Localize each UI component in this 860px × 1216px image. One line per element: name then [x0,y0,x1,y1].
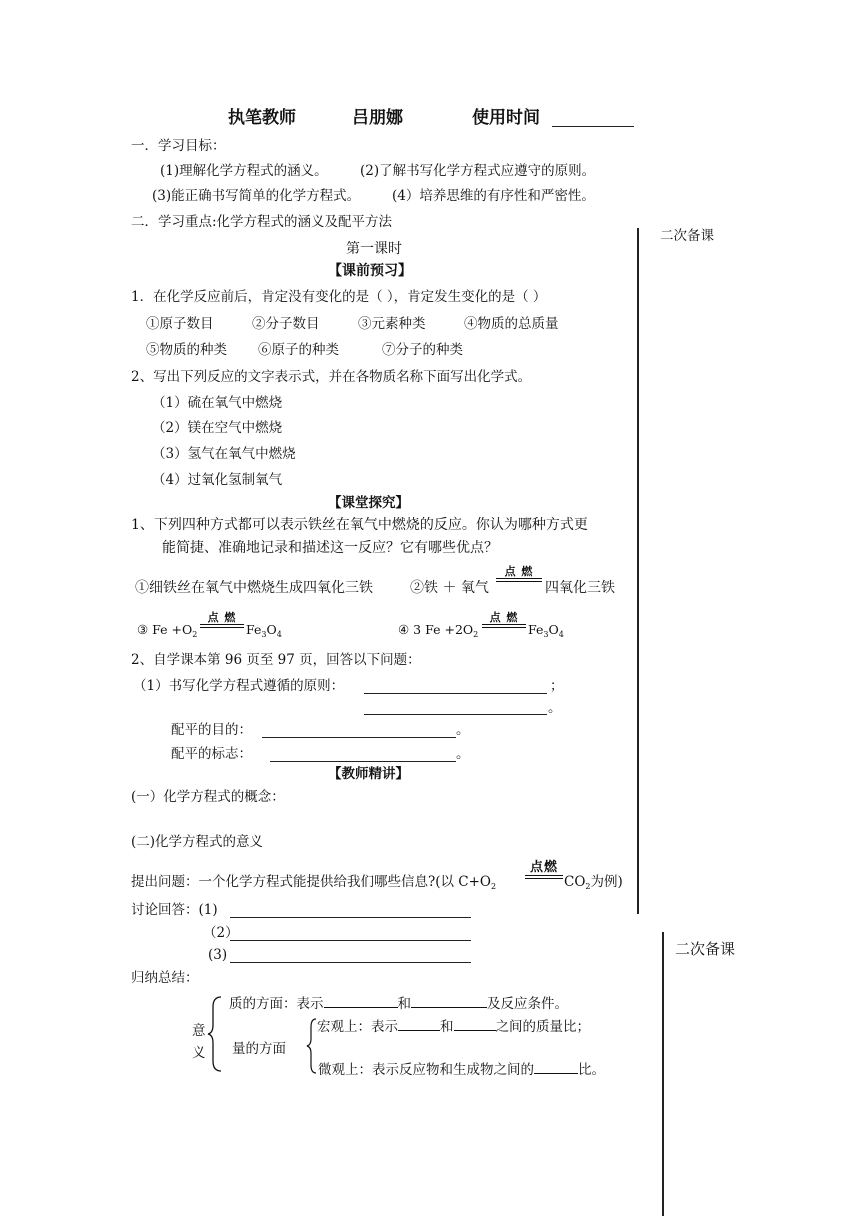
reaction-condition-3: 点 燃 [482,612,526,628]
option-2: ②分子数目 [252,316,320,332]
usage-label: 使用时间 [472,108,540,128]
summary-label: 归纳总结： [131,970,199,986]
period-1: 。 [548,700,562,716]
preview-item-4: （4）过氧化氢制氧气 [152,472,283,488]
teacher-heading: 【教师精讲】 [328,766,409,782]
answer-blank-principle-2 [364,714,547,715]
goal-4: (4）培养思维的有序性和严密性。 [392,188,595,204]
meaning-char-1: 意 [192,1023,206,1039]
ask-question-end: $CO_2$为例) [564,874,623,891]
ask-question: 提出问题：一个化学方程式能提供给我们哪些信息?(以 $C+O_2$ [131,874,497,891]
preview-heading: 【课前预习】 [328,263,412,279]
quality-line: 质的方面：表示 和 及反应条件。 [229,996,568,1012]
semicolon: ； [550,678,564,694]
goal-2: (2)了解书写化学方程式应遵守的原则。 [360,163,596,179]
option-3: ③元素种类 [358,316,426,332]
meaning-char-2: 义 [192,1045,206,1061]
method-2-right: 四氧化三铁 [545,580,615,596]
preview-item-1: （1）硫在氧气中燃烧 [152,395,283,411]
brace-meaning [207,995,223,1073]
goal-1: (1)理解化学方程式的涵义。 [160,163,328,179]
method-3-left: ③ $Fe +O_2$ [137,622,198,639]
method-4-left: ④ 3 $Fe +2O_2$ [398,622,479,639]
teacher-p1: (一）化学方程式的概念： [131,789,285,805]
preview-q1: 1．在化学反应前后，肯定没有变化的是（ ），肯定发生变化的是（ ） [131,289,547,305]
usage-blank [552,126,634,127]
balance-purpose: 配平的目的： [171,722,252,738]
margin-rule-2 [662,932,664,1216]
author-label: 执笔教师 [228,108,296,128]
discuss-blank-1 [230,917,471,918]
reaction-condition-1: 点 燃 [496,566,542,582]
option-6: ⑥原子的种类 [258,342,339,358]
teacher-p2: (二)化学方程式的意义 [131,834,264,850]
micro-line: 微观上：表示反应物和生成物之间的 比。 [318,1062,605,1078]
period-3: 。 [456,746,470,762]
margin-rule-1 [637,228,639,914]
reaction-condition-4: 点燃 [525,861,563,879]
option-5: ⑤物质的种类 [146,342,227,358]
macro-line: 宏观上：表示 和 之间的质量比； [317,1019,590,1035]
answer-blank-purpose [262,737,456,738]
method-2-left: ②铁 ＋ 氧气 [410,580,489,596]
explore-q1-line2: 能简捷、准确地记录和描述这一反应？它有哪些优点？ [162,540,498,556]
explore-q2-a: （1）书写化学方程式遵循的原则： [133,678,345,694]
balance-sign: 配平的标志： [171,746,252,762]
discuss-label: 讨论回答：(1) [131,902,218,918]
method-1: ①细铁丝在氧气中燃烧生成四氧化三铁 [135,580,373,596]
period-2: 。 [456,722,470,738]
quantity-label: 量的方面 [232,1041,286,1057]
preview-item-3: （3）氢气在氧气中燃烧 [152,446,296,462]
option-1: ①原子数目 [146,316,214,332]
preview-q2: 2、写出下列反应的文字表示式，并在各物质名称下面写出化学式。 [131,369,532,385]
answer-blank-principle-1 [364,693,547,694]
goals-heading: 一．学习目标： [131,138,226,154]
explore-q1-line1: 1、下列四种方式都可以表示铁丝在氧气中燃烧的反应。你认为哪种方式更 [131,517,588,533]
method-3-right: $Fe_3O_4$ [246,622,282,639]
preview-item-2: （2）镁在空气中燃烧 [152,420,283,436]
option-4: ④物质的总质量 [464,316,559,332]
answer-blank-sign [270,761,456,762]
author-name: 吕朋娜 [352,108,403,128]
discuss-blank-2 [230,940,471,941]
lesson-title: 第一课时 [346,241,402,257]
focus-line: 二．学习重点:化学方程式的涵义及配平方法 [131,214,393,230]
explore-q2: 2、自学课本第 96 页至 97 页，回答以下问题： [131,652,421,668]
discuss-3: (3) [208,947,228,963]
discuss-blank-3 [230,962,471,963]
side-note-2: 二次备课 [675,940,736,958]
goal-3: (3)能正确书写简单的化学方程式。 [152,188,361,204]
option-7: ⑦分子的种类 [382,342,463,358]
reaction-condition-2: 点 燃 [200,612,244,628]
side-note-1: 二次备课 [660,228,714,244]
explore-heading: 【课堂探究】 [328,495,409,511]
method-4-right: $Fe_3O_4$ [528,622,564,639]
discuss-2: （2） [203,925,239,941]
